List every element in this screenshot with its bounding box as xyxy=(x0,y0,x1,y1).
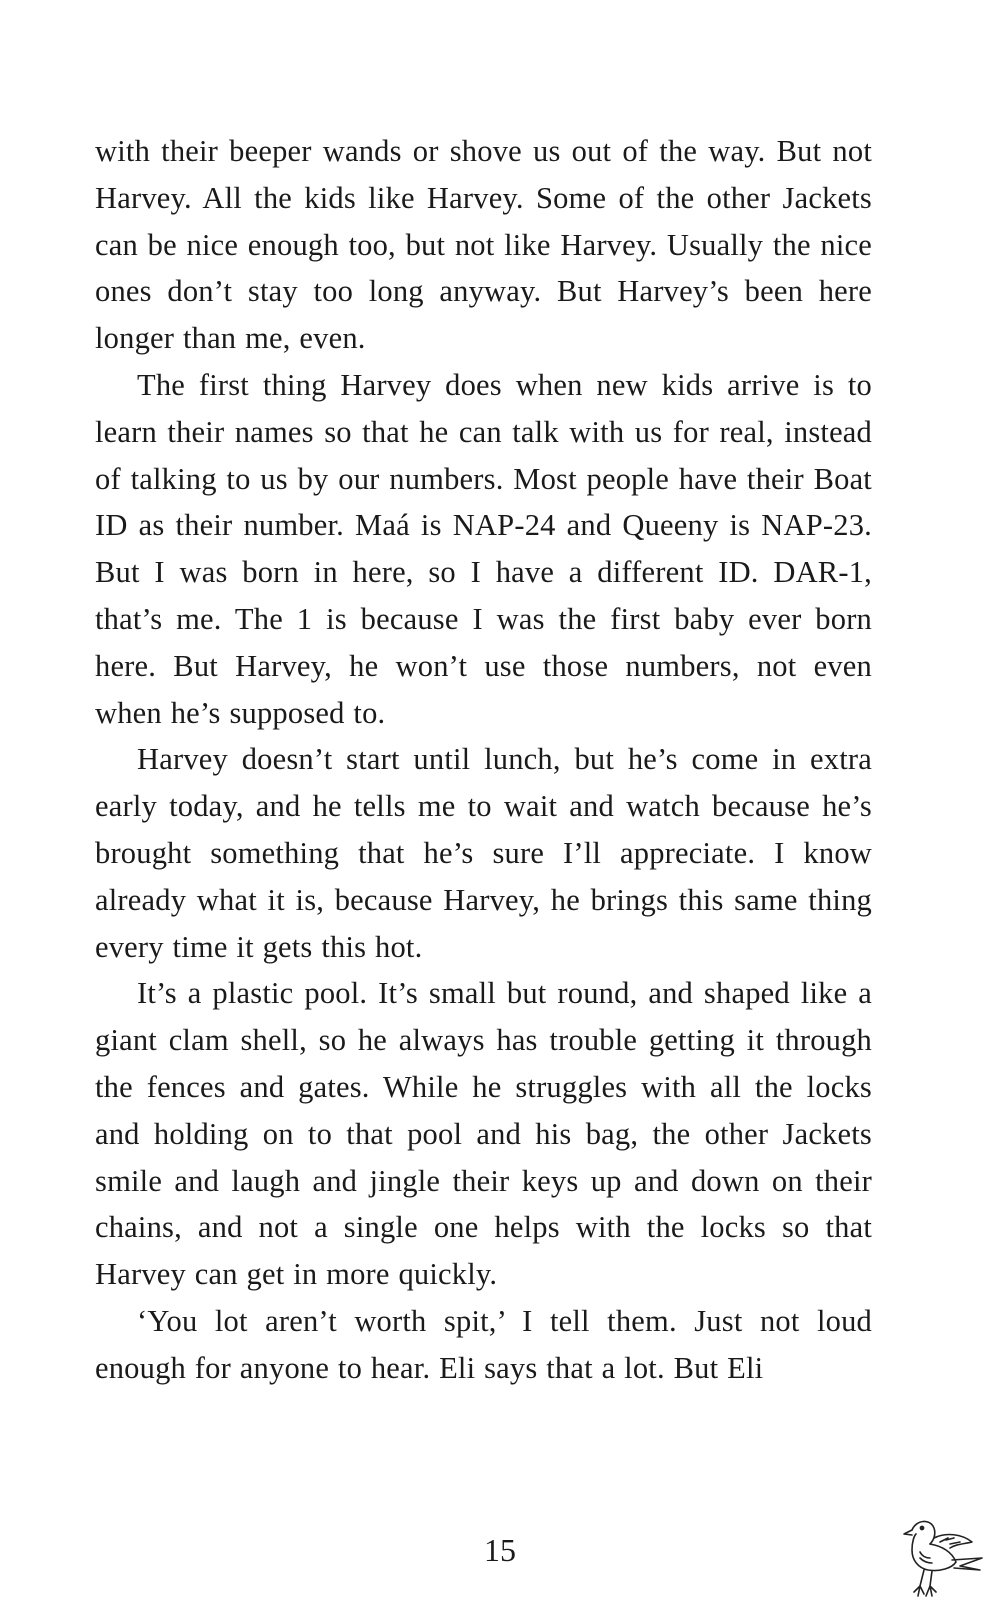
page-body xyxy=(95,128,872,1392)
page-number: 15 xyxy=(484,1532,516,1568)
paragraph-3: Harvey doesn’t start until lunch, but he’s come in extra early today, and he tells me to wait and watch because he’s brought something that he’s sure I’ll appreciate. I know already what it is, because Harvey, he brings this same thing every time it gets this hot. xyxy=(95,742,872,964)
paragraph-4: It’s a plastic pool. It’s small but round, and shaped like a giant clam shell, so he always has trouble getting it through the fences and gates. While he struggles with all the locks and holding on to that pool and his bag, the other Jackets smile and laugh and jingle their keys up and down on their chains, and not a single one helps with the locks so that Harvey can get in more quickly. xyxy=(95,976,872,1292)
paragraph-2: The first thing Harvey does when new kids arrive is to learn their names so that he can talk with us for real, instead of talking to us by our numbers. Most people have their Boat ID as their number. Maá is NAP-24 and Queeny is NAP-23. But I was born in here, so I have a different ID. DAR-1, that’s me. The 1 is because I was the first baby ever born here. But Harvey, he won’t use those numbers, not even when he’s supposed to. xyxy=(95,367,872,730)
bird-icon xyxy=(890,1508,986,1604)
paragraph-5: ‘You lot aren’t worth spit,’ I tell them. Just not loud enough for anyone to hear. Eli says that a lot. But Eli xyxy=(95,1303,872,1385)
paragraph-1: with their beeper wands or shove us out of the way. But not Harvey. All the kids like Harvey. Some of the other Jackets can be nice enough too, but not like Harvey. Usually the nice ones don’t stay too long anyway. But Harvey’s been here longer than me, even. xyxy=(95,134,872,356)
